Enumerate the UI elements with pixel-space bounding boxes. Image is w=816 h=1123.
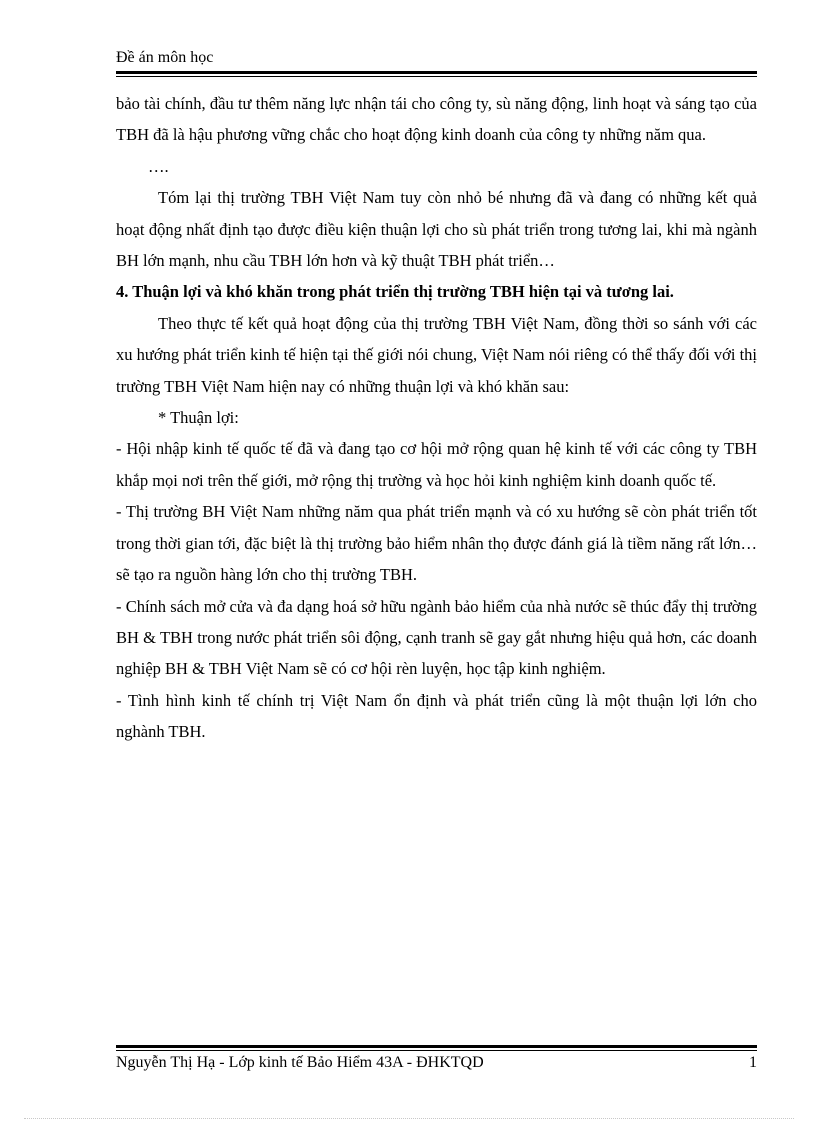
section-heading: 4. Thuận lợi và khó khăn trong phát triển thị trường TBH hiện tại và tương lai. bbox=[116, 282, 674, 302]
header-rule-thin bbox=[116, 76, 757, 77]
paragraph-summary: Tóm lại thị trường TBH Việt Nam tuy còn nhỏ bé nhưng đã và đang có những kết quả hoạt động nhất định tạo được điều kiện thuận lợi cho sù phát triển trong tương lai, khi mà ngành BH lớn mạnh, nhu cầu TBH lớn hơn và kỹ thuật TBH phát triển… bbox=[116, 188, 757, 271]
list-item: - Chính sách mở cửa và đa dạng hoá sở hữu ngành bảo hiểm của nhà nước sẽ thúc đẩy thị trường BH & TBH trong nước phát triển sôi động, cạnh tranh sẽ gay gắt nhưng hiệu quả hơn, các doanh nghiệp BH & TBH Việt Nam sẽ có cơ hội rèn luyện, học tập kinh nghiệm. bbox=[116, 596, 757, 679]
paragraph-intro: Theo thực tế kết quả hoạt động của thị trường TBH Việt Nam, đồng thời so sánh với các xu hướng phát triển kinh tế hiện tại thế giới nói chung, Việt Nam nói riêng có thể thấy đối với thị trường TBH Việt Nam hiện nay có những thuận lợi và khó khăn sau: bbox=[116, 313, 757, 396]
list-item: - Hội nhập kinh tế quốc tế đã và đang tạo cơ hội mở rộng quan hệ kinh tế với các công ty TBH khắp mọi nơi trên thế giới, mở rộng thị trường và học hỏi kinh nghiệm kinh doanh quốc tế. bbox=[116, 439, 757, 490]
paragraph-ellipsis: …. bbox=[148, 156, 169, 176]
subheading-advantages: * Thuận lợi: bbox=[158, 408, 239, 428]
footer-author: Nguyễn Thị Hạ - Lớp kinh tế Bảo Hiểm 43A - ĐHKTQD bbox=[116, 1054, 484, 1071]
footer-rule-thin bbox=[116, 1050, 757, 1051]
page-header: Đề án môn học bbox=[116, 49, 214, 66]
page-edge-dotted-line bbox=[24, 1118, 794, 1119]
list-item: - Thị trường BH Việt Nam những năm qua phát triển mạnh và có xu hướng sẽ còn phát triển tốt trong thời gian tới, đặc biệt là thị trường bảo hiểm nhân thọ được đánh giá là tiềm năng rất lớn…sẽ tạo ra nguồn hàng lớn cho thị trường TBH. bbox=[116, 502, 757, 585]
header-rule-thick bbox=[116, 71, 757, 74]
footer-rule-thick bbox=[116, 1045, 757, 1048]
paragraph-continuation: bảo tài chính, đầu tư thêm năng lực nhận tái cho công ty, sù năng động, linh hoạt và sáng tạo của TBH đã là hậu phương vững chắc cho hoạt động kinh doanh của công ty những năm qua. bbox=[116, 94, 757, 145]
list-item: - Tình hình kinh tế chính trị Việt Nam ổn định và phát triển cũng là một thuận lợi lớn cho nghành TBH. bbox=[116, 690, 757, 742]
document-body bbox=[116, 88, 757, 748]
page-number: 1 bbox=[749, 1054, 757, 1071]
